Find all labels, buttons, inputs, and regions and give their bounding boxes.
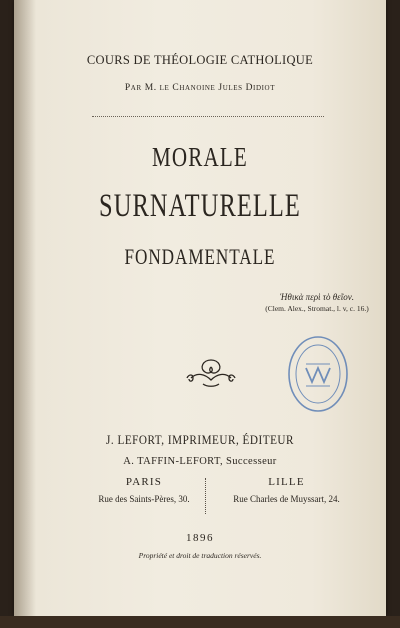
series-title: COURS DE THÉOLOGIE CATHOLIQUE [86, 53, 314, 67]
dotted-rule [92, 116, 324, 117]
address-paris: Rue des Saints-Pères, 30. [98, 494, 190, 504]
title-page [14, 0, 386, 616]
title-line-2: SURNATURELLE [99, 188, 301, 224]
epigraph-text: Ἡθικὰ περὶ τὸ θεῖον. [280, 292, 354, 302]
imprint-lille [194, 476, 379, 504]
ornament-icon [185, 356, 237, 390]
successor-line: A. TAFFIN-LEFORT, Successeur [123, 456, 277, 467]
address-lille: Rue Charles de Muyssart, 24. [233, 494, 340, 504]
epigraph [242, 292, 392, 313]
publisher-line: J. LEFORT, IMPRIMEUR, ÉDITEUR [105, 432, 294, 447]
author-line: Par M. le Chanoine Jules Didiot [124, 83, 276, 93]
epigraph-source: (Clem. Alex., Stromat., l. v, c. 16.) [265, 304, 369, 313]
page-bottom-edge [0, 616, 400, 628]
city-lille: LILLE [268, 476, 305, 488]
rights-notice: Propriété et droit de traduction réservés. [138, 551, 262, 560]
title-line-1: MORALE [152, 142, 248, 172]
city-paris: PARIS [125, 476, 163, 488]
title-line-3: FONDAMENTALE [124, 244, 276, 269]
publication-year: 1896 [186, 532, 214, 544]
library-stamp-icon [286, 334, 350, 414]
